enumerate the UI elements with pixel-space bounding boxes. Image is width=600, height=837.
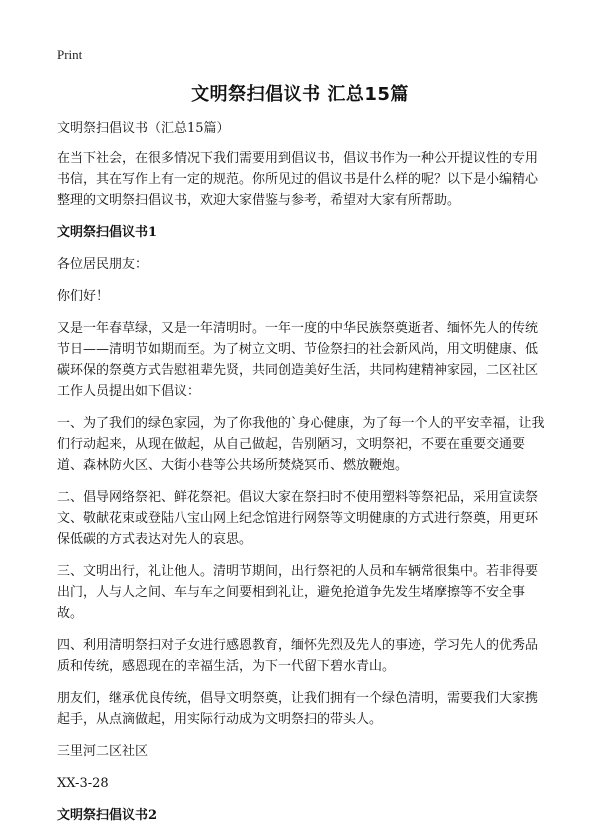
- section-heading-1: 文明祭扫倡议书1: [57, 225, 158, 240]
- body-paragraph-1: 又是一年春草绿，又是一年清明时。一年一度的中华民族祭奠逝者、缅怀先人的传统节日——清明节如期而至。为了树立文明、节俭祭扫的社会新风尚，用文明健康、低碳环保的祭奠方式告慰祖辈先贤，共同创造美好生活，共同构建精神家园，二区社区工作人员提出如下倡议：: [57, 321, 539, 399]
- body-paragraph-4: 三、文明出行，礼让他人。清明节期间，出行祭祀的人员和车辆常很集中。若非得要出门，人与人之间、车与车之间要相到礼让，避免抢道争先发生堵摩擦等不安全事故。: [57, 564, 539, 621]
- body-paragraph-3: 二、倡导网络祭祀、鲜花祭祀。倡议大家在祭扫时不使用塑料等祭祀品，采用宣读祭文、敬献花束或登陆八宝山网上纪念馆进行网祭等文明健康的方式进行祭奠，用更环保低碳的方式表达对先人的哀思。: [57, 490, 539, 547]
- body-paragraph-2: 一、为了我们的绿色家园，为了你我他的`身心健康，为了每一个人的平安幸福，让我们行动起来，从现在做起，从自己做起，告别陋习，文明祭祀，不要在重要交通要道、森林防火区、大街小巷等公共场所焚烧冥币、燃放鞭炮。: [57, 416, 545, 473]
- body-paragraph-6: 朋友们，继承优良传统，倡导文明祭奠，让我们拥有一个绿色清明，需要我们大家携起手，从点滴做起，用实际行动成为文明祭扫的带头人。: [57, 691, 539, 727]
- document-body: [57, 118, 547, 837]
- date-line: XX-3-28: [57, 776, 109, 791]
- intro-paragraph: 在当下社会，在很多情况下我们需要用到倡议书，倡议书作为一种公开提议性的专用书信，其在写作上有一定的规范。你所见过的倡议书是什么样的呢？以下是小编精心整理的文明祭扫倡议书，欢迎大家借鉴与参考，希望对大家有所帮助。: [57, 151, 539, 208]
- document-title: 文明祭扫倡议书 汇总15篇: [191, 84, 409, 105]
- greeting-line: 各位居民朋友：: [57, 257, 149, 272]
- print-link[interactable]: Print: [57, 47, 83, 62]
- body-paragraph-5: 四、利用清明祭扫对子女进行感恩教育，缅怀先烈及先人的事迹，学习先人的优秀品质和传统，感恩现在的幸福生活，为下一代留下碧水青山。: [57, 638, 539, 674]
- hello-line: 你们好！: [57, 289, 110, 304]
- signature-line: 三里河二区社区: [57, 744, 149, 759]
- document-subtitle: 文明祭扫倡议书（汇总15篇）: [57, 121, 230, 136]
- section-heading-2: 文明祭扫倡议书2: [57, 808, 158, 823]
